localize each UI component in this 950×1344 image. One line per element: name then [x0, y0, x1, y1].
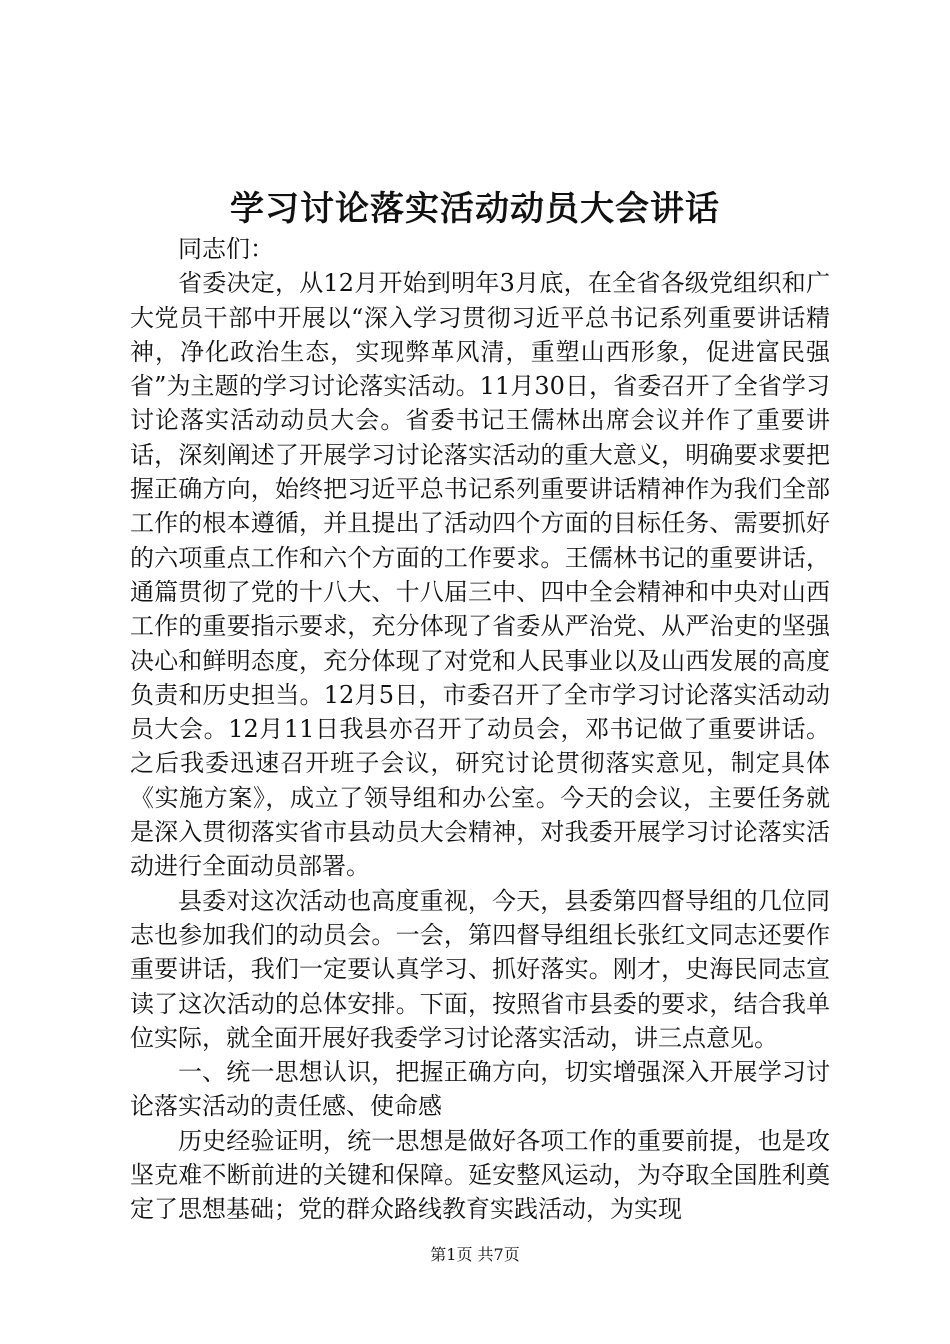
- paragraph-1: 省委决定，从12月开始到明年3月底，在全省各级党组织和广大党员干部中开展以“深入学习贯彻习近平总书记系列重要讲话精神，净化政治生态，实现弊革风清，重塑山西形象，促进富民强省”为主题的学习讨论落实活动。11月30日，省委召开了全省学习讨论落实活动动员大会。省委书记王儒林出席会议并作了重要讲话，深刻阐述了开展学习讨论落实活动的重大意义，明确要求要把握正确方向，始终把习近平总书记系列重要讲话精神作为我们全部工作的根本遵循，并且提出了活动四个方面的目标任务、需要抓好的六项重点工作和六个方面的工作要求。王儒林书记的重要讲话，通篇贯彻了党的十八大、十八届三中、四中全会精神和中央对山西工作的重要指示要求，充分体现了省委从严治党、从严治吏的坚强决心和鲜明态度，充分体现了对党和人民事业以及山西发展的高度负责和历史担当。12月5日，市委召开了全市学习讨论落实活动动员大会。12月11日我县亦召开了动员会，邓书记做了重要讲话。之后我委迅速召开班子会议，研究讨论贯彻落实意见，制定具体《实施方案》，成立了领导组和办公室。今天的会议，主要任务就是深入贯彻落实省市县动员大会精神，对我委开展学习讨论落实活动进行全面动员部署。: [130, 269, 830, 881]
- paragraph-2: 县委对这次活动也高度重视，今天，县委第四督导组的几位同志也参加我们的动员会。一会，第四督导组组长张红文同志还要作重要讲话，我们一定要认真学习、抓好落实。刚才，史海民同志宣读了这次活动的总体安排。下面，按照省市县委的要求，结合我单位实际，就全面开展好我委学习讨论落实活动，讲三点意见。: [130, 886, 830, 1052]
- paragraph-3: 历史经验证明，统一思想是做好各项工作的重要前提，也是攻坚克难不断前进的关键和保障。延安整风运动，为夺取全国胜利奠定了思想基础；党的群众路线教育实践活动，为实现: [130, 1126, 830, 1224]
- paragraph-salutation: 同志们：: [178, 235, 274, 263]
- document-title: 学习讨论落实活动动员大会讲话: [230, 189, 720, 229]
- page-footer: 第1页 共7页: [430, 1245, 520, 1264]
- document-body: [130, 232, 830, 1227]
- section-heading-1: 一、统一思想认识，把握正确方向，切实增强深入开展学习讨论落实活动的责任感、使命感: [130, 1058, 830, 1121]
